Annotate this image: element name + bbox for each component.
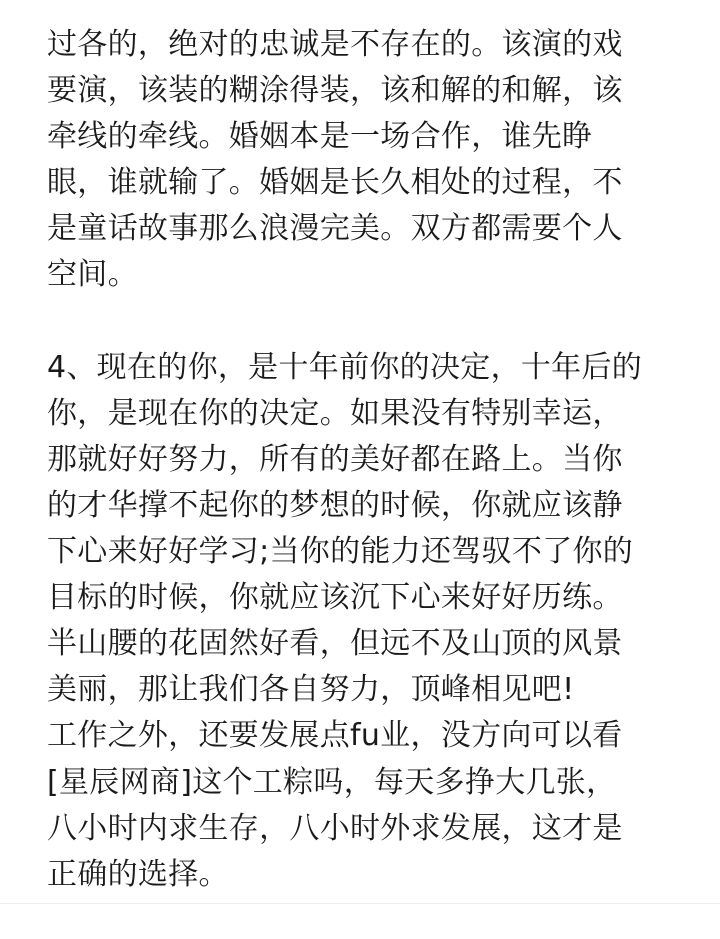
text-line: 正确的选择。 [47, 856, 229, 892]
text-line: 美丽，那让我们各自努力，顶峰相见吧! [47, 672, 575, 708]
paragraph-1 [47, 22, 707, 299]
text-line: 那就好好努力，所有的美好都在路上。当你 [47, 441, 623, 477]
article-body [47, 22, 707, 898]
text-line: 你，是现在你的决定。如果没有特别幸运， [47, 395, 623, 431]
text-line: 八小时内求生存，八小时外求发展，这才是 [47, 810, 623, 846]
text-line: 过各的，绝对的忠诚是不存在的。该演的戏 [47, 27, 623, 62]
text-line: 眼，谁就输了。婚姻是长久相处的过程，不 [47, 165, 623, 201]
paragraph-spacer [47, 299, 707, 345]
footer-area [0, 904, 720, 939]
text-line: 下心来好好学习;当你的能力还驾驭不了你的 [47, 534, 634, 570]
text-line: 目标的时候，你就应该沉下心来好好历练。 [47, 580, 623, 616]
text-line: 牵线的牵线。婚姻本是一场合作，谁先睁 [47, 119, 593, 155]
text-line: 空间。 [47, 257, 138, 293]
text-line: 工作之外，还要发展点fu业，没方向可以看 [47, 718, 623, 754]
text-line: 要演，该装的糊涂得装，该和解的和解，该 [47, 73, 623, 109]
paragraph-2 [47, 345, 707, 898]
text-line: 4、现在的你，是十年前你的决定，十年后的 [47, 349, 643, 385]
text-line: 的才华撑不起你的梦想的时候，你就应该静 [47, 487, 623, 523]
text-line: 是童话故事那么浪漫完美。双方都需要个人 [47, 211, 623, 247]
text-line: [星辰网商]这个工粽吗，每天多挣大几张， [47, 764, 617, 800]
text-line: 半山腰的花固然好看，但远不及山顶的风景 [47, 626, 623, 662]
